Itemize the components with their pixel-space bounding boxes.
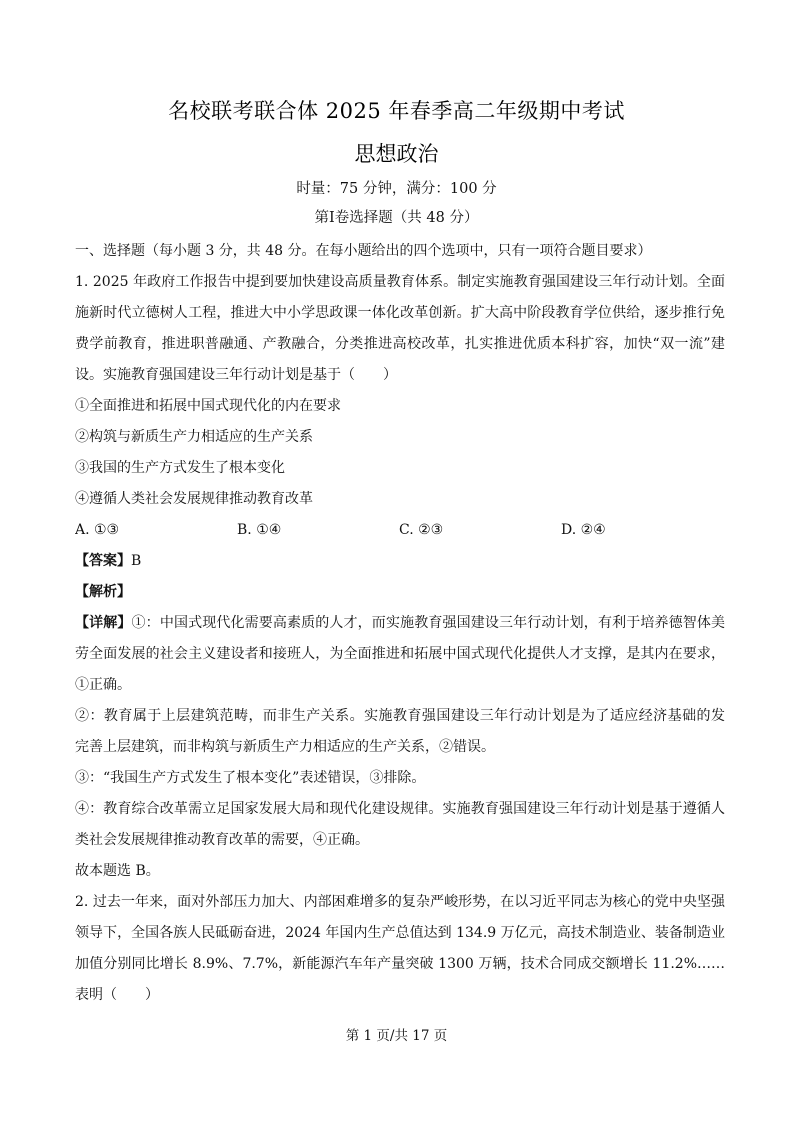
q1-stem-line: 设。实施教育强国建设三年行动计划是基于（ ） [75,367,397,383]
q2-stem-line: 领导下，全国各族人民砥砺奋进，2024 年国内生产总值达到 134.9 万亿元，高技术制造业、装备制造业 [75,925,725,941]
q1-detail-line: ④：教育综合改革需立足国家发展大局和现代化建设规律。实施教育强国建设三年行动计划是基于遵循人 [75,801,725,817]
q2-stem-line: 表明（ ） [75,987,159,1003]
q1-detail-line: ③：“我国生产方式发生了根本变化”表述错误，③排除。 [75,770,426,786]
q1-option-d: D. ②④ [561,522,606,538]
q1-detail-line: 类社会发展规律推动教育改革的需要，④正确。 [75,832,369,848]
exam-body [75,236,725,1011]
q1-analysis [75,577,725,608]
exam-title: 名校联考联合体 2025 年春季高二年级期中考试 [168,99,625,123]
q1-stem-line: 1. 2025 年政府工作报告中提到要加快建设高质量教育体系。制定实施教育强国建设三年行动计划。全面 [75,274,725,290]
q1-statement: ③我国的生产方式发生了根本变化 [75,460,285,476]
q1-stem-line: 施新时代立德树人工程，推进大中小学思政课一体化改革创新。扩大高中阶段教育学位供给，逐步推行免 [75,305,725,321]
answer-value: B [131,553,142,569]
q1-stem-line: 费学前教育，推进职普融通、产教融合，分类推进高校改革，扎实推进优质本科扩容，加快“双一流”建 [75,336,725,352]
time-info: 时量：75 分钟，满分：100 分 [296,181,497,197]
page-footer: 第 1 页/共 17 页 [345,1028,448,1044]
q1-statement: ①全面推进和拓展中国式现代化的内在要求 [75,398,341,414]
subject-title: 思想政治 [354,142,439,166]
q1-statement: ②构筑与新质生产力相适应的生产关系 [75,429,313,445]
detail-text: ①：中国式现代化需要高素质的人才，而实施教育强国建设三年行动计划，有利于培养德智体美 [131,615,725,631]
part-title: 第Ⅰ卷选择题（共 48 分） [314,210,479,226]
section-heading: 一、选择题（每小题 3 分，共 48 分。在每小题给出的四个选项中，只有一项符合题目要求） [75,243,652,259]
q1-detail-line: 故本题选 B。 [75,863,160,879]
q2-stem-line: 加值分别同比增长 8.9%、7.7%，新能源汽车年产量突破 1300 万辆，技术合同成交额增长 11.2%…… [75,956,725,972]
q1-option-b: B. ①④ [237,522,282,538]
q1-detail-line: 完善上层建筑，而非构筑与新质生产力相适应的生产关系，②错误。 [75,739,495,755]
q2-stem-line: 2. 过去一年来，面对外部压力加大、内部困难增多的复杂严峻形势，在以习近平同志为核心的党中央坚强 [75,894,725,910]
q1-options [75,515,725,546]
q1-detail-line: ②：教育属于上层建筑范畴，而非生产关系。实施教育强国建设三年行动计划是为了适应经济基础的发 [75,708,725,724]
q1-answer [75,546,725,577]
detail-tag: 【详解】 [75,615,132,631]
answer-tag: 【答案】 [75,553,131,569]
q1-option-c: C. ②③ [399,522,444,538]
q1-detail-line: 劳全面发展的社会主义建设者和接班人，为全面推进和拓展中国式现代化提供人才支撑，是其内在要求， [75,646,725,662]
analysis-tag: 【解析】 [75,584,131,600]
q1-detail-line [75,608,725,639]
q1-detail-line: ①正确。 [75,677,131,693]
q1-statement: ④遵循人类社会发展规律推动教育改革 [75,491,313,507]
q1-option-a: A. ①③ [75,522,120,538]
